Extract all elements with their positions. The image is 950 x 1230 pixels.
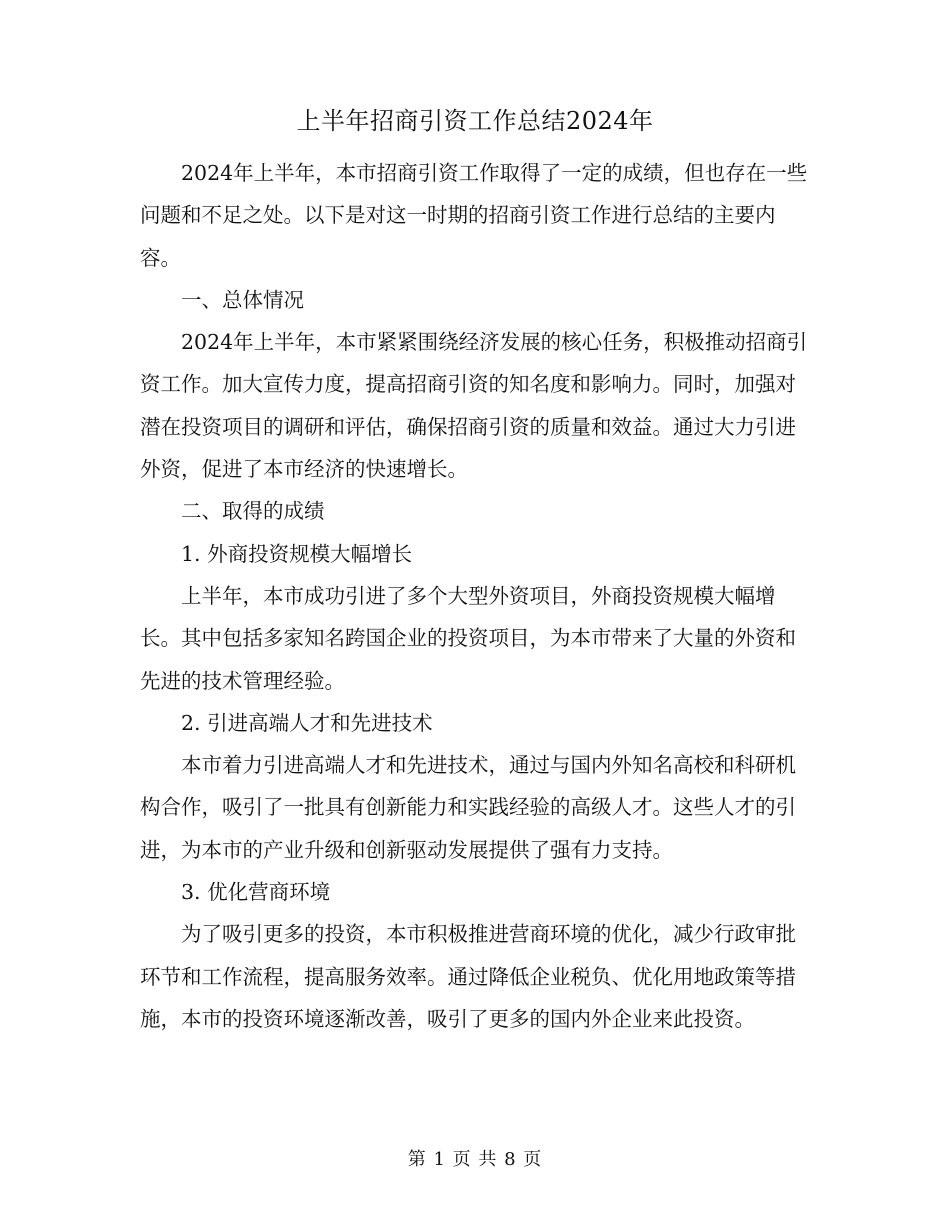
paragraph-intro: 2024年上半年，本市招商引资工作取得了一定的成绩，但也存在一些问题和不足之处。以下是对这一时期的招商引资工作进行总结的主要内容。 xyxy=(140,161,808,270)
subheading-foreign-investment: 1. 外商投资规模大幅增长 xyxy=(181,541,413,566)
paragraph-business-environment: 为了吸引更多的投资，本市积极推进营商环境的优化，减少行政审批环节和工作流程，提高服务效率。通过降低企业税负、优化用地政策等措施，本市的投资环境逐渐改善，吸引了更多的国内外企业来此投资。 xyxy=(140,922,796,1031)
subheading-business-environment: 3. 优化营商环境 xyxy=(181,880,331,905)
section-heading-overview: 一、总体情况 xyxy=(181,287,304,312)
page-footer: 第 1 页 共 8 页 xyxy=(407,1149,543,1170)
document-title: 上半年招商引资工作总结2024年 xyxy=(296,107,654,135)
document-body xyxy=(140,152,810,1040)
paragraph-foreign-investment: 上半年，本市成功引进了多个大型外资项目，外商投资规模大幅增长。其中包括多家知名跨国企业的投资项目，为本市带来了大量的外资和先进的技术管理经验。 xyxy=(140,583,796,693)
subheading-talent-technology: 2. 引进高端人才和先进技术 xyxy=(181,710,433,735)
paragraph-overview: 2024年上半年，本市紧紧围绕经济发展的核心任务，积极推动招商引资工作。加大宣传力度，提高招商引资的知名度和影响力。同时，加强对潜在投资项目的调研和评估，确保招商引资的质量和效益。通过大力引进外资，促进了本市经济的快速增长。 xyxy=(140,330,808,482)
paragraph-talent-technology: 本市着力引进高端人才和先进技术，通过与国内外知名高校和科研机构合作，吸引了一批具有创新能力和实践经验的高级人才。这些人才的引进，为本市的产业升级和创新驱动发展提供了强有力支持。 xyxy=(140,753,796,862)
section-heading-achievements: 二、取得的成绩 xyxy=(181,499,325,524)
